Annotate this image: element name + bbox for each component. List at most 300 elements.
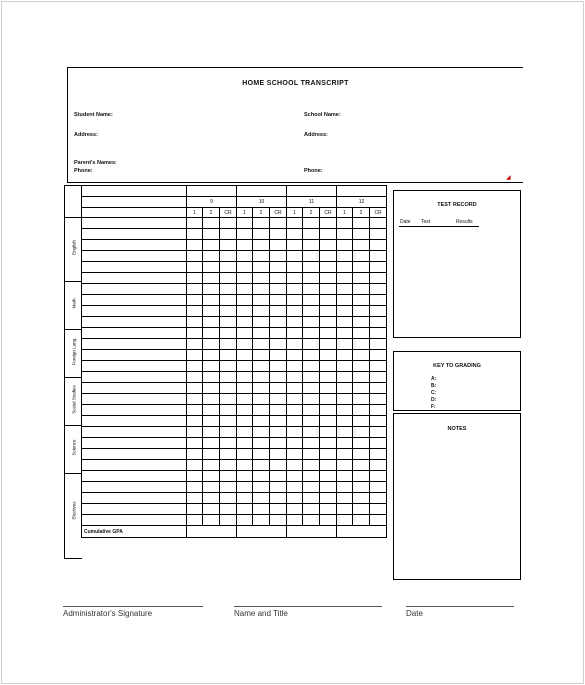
- grade-cell[interactable]: [320, 405, 337, 416]
- grade-cell[interactable]: [270, 317, 287, 328]
- course-cell[interactable]: [82, 262, 187, 273]
- grade-cell[interactable]: [303, 317, 320, 328]
- grade-cell[interactable]: [337, 229, 353, 240]
- course-cell[interactable]: [82, 218, 187, 229]
- grade-cell[interactable]: [370, 218, 387, 229]
- grade-cell[interactable]: [203, 482, 220, 493]
- grade-cell[interactable]: [287, 240, 303, 251]
- course-cell[interactable]: [82, 482, 187, 493]
- course-cell[interactable]: [82, 427, 187, 438]
- course-cell[interactable]: [82, 339, 187, 350]
- grade-cell[interactable]: [220, 306, 237, 317]
- grade-cell[interactable]: [287, 251, 303, 262]
- grade-cell[interactable]: [253, 262, 270, 273]
- grade-cell[interactable]: [270, 262, 287, 273]
- grade-cell[interactable]: [370, 240, 387, 251]
- course-cell[interactable]: [82, 273, 187, 284]
- grade-cell[interactable]: [253, 295, 270, 306]
- grade-cell[interactable]: [287, 493, 303, 504]
- grade-cell[interactable]: [237, 273, 253, 284]
- grade-cell[interactable]: [237, 383, 253, 394]
- grade-cell[interactable]: [253, 438, 270, 449]
- grade-cell[interactable]: [353, 427, 370, 438]
- grade-cell[interactable]: [353, 339, 370, 350]
- grade-cell[interactable]: [337, 284, 353, 295]
- grade-cell[interactable]: [253, 394, 270, 405]
- grade-cell[interactable]: [220, 262, 237, 273]
- grade-cell[interactable]: [220, 471, 237, 482]
- grade-cell[interactable]: [270, 471, 287, 482]
- grade-cell[interactable]: [370, 372, 387, 383]
- grade-cell[interactable]: [287, 339, 303, 350]
- grade-cell[interactable]: [303, 515, 320, 526]
- grade-cell[interactable]: [287, 416, 303, 427]
- grade-cell[interactable]: [270, 306, 287, 317]
- grade-cell[interactable]: [303, 405, 320, 416]
- grade-cell[interactable]: [370, 471, 387, 482]
- grade-cell[interactable]: [353, 262, 370, 273]
- course-cell[interactable]: [82, 515, 187, 526]
- grade-cell[interactable]: [253, 339, 270, 350]
- grade-cell[interactable]: [237, 482, 253, 493]
- grade-cell[interactable]: [203, 328, 220, 339]
- grade-cell[interactable]: [303, 460, 320, 471]
- course-cell[interactable]: [82, 460, 187, 471]
- grade-cell[interactable]: [187, 383, 203, 394]
- grade-cell[interactable]: [237, 251, 253, 262]
- grade-cell[interactable]: [253, 284, 270, 295]
- grade-cell[interactable]: [187, 317, 203, 328]
- grade-cell[interactable]: [203, 262, 220, 273]
- grade-cell[interactable]: [287, 504, 303, 515]
- grade-cell[interactable]: [303, 471, 320, 482]
- course-cell[interactable]: [82, 317, 187, 328]
- grade-cell[interactable]: [220, 350, 237, 361]
- grade-cell[interactable]: [187, 405, 203, 416]
- grade-cell[interactable]: [303, 504, 320, 515]
- course-cell[interactable]: [82, 394, 187, 405]
- grade-cell[interactable]: [320, 449, 337, 460]
- grade-cell[interactable]: [187, 361, 203, 372]
- grade-cell[interactable]: [187, 438, 203, 449]
- grade-cell[interactable]: [303, 262, 320, 273]
- grade-cell[interactable]: [287, 482, 303, 493]
- grade-cell[interactable]: [270, 460, 287, 471]
- grade-cell[interactable]: [337, 295, 353, 306]
- grade-cell[interactable]: [270, 361, 287, 372]
- course-cell[interactable]: [82, 383, 187, 394]
- grade-cell[interactable]: [253, 229, 270, 240]
- grade-cell[interactable]: [220, 284, 237, 295]
- grade-cell[interactable]: [253, 493, 270, 504]
- course-cell[interactable]: [82, 361, 187, 372]
- grade-cell[interactable]: [370, 460, 387, 471]
- grade-cell[interactable]: [370, 394, 387, 405]
- grade-cell[interactable]: [253, 471, 270, 482]
- grade-cell[interactable]: [270, 229, 287, 240]
- grade-cell[interactable]: [270, 449, 287, 460]
- grade-cell[interactable]: [203, 383, 220, 394]
- course-cell[interactable]: [82, 438, 187, 449]
- grade-cell[interactable]: [337, 218, 353, 229]
- grade-cell[interactable]: [320, 515, 337, 526]
- grade-cell[interactable]: [220, 493, 237, 504]
- grade-cell[interactable]: [253, 482, 270, 493]
- grade-cell[interactable]: [287, 460, 303, 471]
- grade-cell[interactable]: [270, 339, 287, 350]
- grade-cell[interactable]: [253, 449, 270, 460]
- course-cell[interactable]: [82, 471, 187, 482]
- grade-cell[interactable]: [270, 218, 287, 229]
- grade-cell[interactable]: [303, 229, 320, 240]
- grade-cell[interactable]: [370, 405, 387, 416]
- grade-cell[interactable]: [353, 405, 370, 416]
- grade-cell[interactable]: [337, 328, 353, 339]
- grade-cell[interactable]: [287, 372, 303, 383]
- grade-cell[interactable]: [187, 449, 203, 460]
- grade-cell[interactable]: [353, 229, 370, 240]
- grade-cell[interactable]: [220, 251, 237, 262]
- grade-cell[interactable]: [320, 372, 337, 383]
- grade-cell[interactable]: [370, 438, 387, 449]
- grade-cell[interactable]: [237, 471, 253, 482]
- grade-cell[interactable]: [220, 416, 237, 427]
- grade-cell[interactable]: [237, 317, 253, 328]
- grade-cell[interactable]: [370, 339, 387, 350]
- course-cell[interactable]: [82, 229, 187, 240]
- grade-cell[interactable]: [287, 405, 303, 416]
- grade-cell[interactable]: [337, 350, 353, 361]
- grade-cell[interactable]: [353, 482, 370, 493]
- grade-cell[interactable]: [237, 284, 253, 295]
- grade-cell[interactable]: [320, 240, 337, 251]
- grade-cell[interactable]: [370, 515, 387, 526]
- grade-cell[interactable]: [370, 350, 387, 361]
- grade-cell[interactable]: [320, 306, 337, 317]
- grade-cell[interactable]: [237, 339, 253, 350]
- grade-cell[interactable]: [370, 427, 387, 438]
- grade-cell[interactable]: [353, 284, 370, 295]
- grade-cell[interactable]: [303, 295, 320, 306]
- grade-cell[interactable]: [237, 306, 253, 317]
- grade-cell[interactable]: [270, 405, 287, 416]
- grade-cell[interactable]: [287, 383, 303, 394]
- grade-cell[interactable]: [187, 515, 203, 526]
- grade-cell[interactable]: [287, 471, 303, 482]
- grade-cell[interactable]: [270, 515, 287, 526]
- grade-cell[interactable]: [303, 251, 320, 262]
- grade-cell[interactable]: [320, 218, 337, 229]
- grade-cell[interactable]: [353, 493, 370, 504]
- grade-cell[interactable]: [253, 504, 270, 515]
- grade-cell[interactable]: [370, 416, 387, 427]
- grade-cell[interactable]: [220, 515, 237, 526]
- grade-cell[interactable]: [220, 438, 237, 449]
- grade-cell[interactable]: [187, 350, 203, 361]
- grade-cell[interactable]: [303, 416, 320, 427]
- grade-cell[interactable]: [220, 383, 237, 394]
- grade-cell[interactable]: [237, 328, 253, 339]
- grade-cell[interactable]: [370, 284, 387, 295]
- course-cell[interactable]: [82, 504, 187, 515]
- grade-cell[interactable]: [320, 339, 337, 350]
- grade-cell[interactable]: [353, 449, 370, 460]
- grade-cell[interactable]: [187, 482, 203, 493]
- grade-cell[interactable]: [220, 317, 237, 328]
- grade-cell[interactable]: [253, 372, 270, 383]
- grade-cell[interactable]: [203, 394, 220, 405]
- grade-cell[interactable]: [320, 273, 337, 284]
- grade-cell[interactable]: [203, 361, 220, 372]
- grade-cell[interactable]: [303, 350, 320, 361]
- grade-cell[interactable]: [203, 460, 220, 471]
- grade-cell[interactable]: [320, 460, 337, 471]
- grade-cell[interactable]: [237, 240, 253, 251]
- course-cell[interactable]: [82, 416, 187, 427]
- grade-cell[interactable]: [370, 504, 387, 515]
- grade-cell[interactable]: [303, 361, 320, 372]
- course-cell[interactable]: [82, 493, 187, 504]
- grade-cell[interactable]: [287, 328, 303, 339]
- grade-cell[interactable]: [220, 405, 237, 416]
- grade-cell[interactable]: [203, 240, 220, 251]
- grade-cell[interactable]: [337, 405, 353, 416]
- grade-cell[interactable]: [303, 427, 320, 438]
- grade-cell[interactable]: [253, 328, 270, 339]
- grade-cell[interactable]: [287, 273, 303, 284]
- course-cell[interactable]: [82, 350, 187, 361]
- grade-cell[interactable]: [270, 438, 287, 449]
- grade-cell[interactable]: [253, 240, 270, 251]
- grade-cell[interactable]: [303, 328, 320, 339]
- course-cell[interactable]: [82, 251, 187, 262]
- grade-cell[interactable]: [370, 328, 387, 339]
- grade-cell[interactable]: [303, 383, 320, 394]
- grade-cell[interactable]: [320, 295, 337, 306]
- grade-cell[interactable]: [370, 229, 387, 240]
- grade-cell[interactable]: [203, 493, 220, 504]
- grade-cell[interactable]: [353, 328, 370, 339]
- grade-cell[interactable]: [303, 339, 320, 350]
- grade-cell[interactable]: [187, 229, 203, 240]
- grade-cell[interactable]: [303, 493, 320, 504]
- grade-cell[interactable]: [287, 394, 303, 405]
- grade-cell[interactable]: [203, 427, 220, 438]
- grade-cell[interactable]: [353, 317, 370, 328]
- gpa-cell-9[interactable]: [187, 526, 237, 538]
- grade-cell[interactable]: [370, 295, 387, 306]
- grade-cell[interactable]: [220, 273, 237, 284]
- grade-cell[interactable]: [220, 328, 237, 339]
- grade-cell[interactable]: [370, 251, 387, 262]
- grade-cell[interactable]: [320, 251, 337, 262]
- grade-cell[interactable]: [253, 273, 270, 284]
- grade-cell[interactable]: [337, 460, 353, 471]
- grade-cell[interactable]: [353, 251, 370, 262]
- grade-cell[interactable]: [270, 350, 287, 361]
- grade-cell[interactable]: [187, 504, 203, 515]
- grade-cell[interactable]: [287, 515, 303, 526]
- grade-cell[interactable]: [220, 427, 237, 438]
- grade-cell[interactable]: [187, 394, 203, 405]
- grade-cell[interactable]: [253, 218, 270, 229]
- grade-cell[interactable]: [237, 460, 253, 471]
- grade-cell[interactable]: [187, 306, 203, 317]
- grade-cell[interactable]: [320, 482, 337, 493]
- grade-cell[interactable]: [353, 372, 370, 383]
- grade-cell[interactable]: [220, 361, 237, 372]
- grade-cell[interactable]: [353, 383, 370, 394]
- grade-cell[interactable]: [187, 273, 203, 284]
- grade-cell[interactable]: [353, 361, 370, 372]
- grade-cell[interactable]: [187, 262, 203, 273]
- grade-cell[interactable]: [220, 460, 237, 471]
- grade-cell[interactable]: [337, 471, 353, 482]
- grade-cell[interactable]: [270, 328, 287, 339]
- grade-cell[interactable]: [320, 328, 337, 339]
- grade-cell[interactable]: [270, 284, 287, 295]
- grade-cell[interactable]: [287, 306, 303, 317]
- grade-cell[interactable]: [270, 383, 287, 394]
- grade-cell[interactable]: [203, 515, 220, 526]
- grade-cell[interactable]: [353, 471, 370, 482]
- grade-cell[interactable]: [220, 394, 237, 405]
- grade-cell[interactable]: [337, 416, 353, 427]
- grade-cell[interactable]: [287, 361, 303, 372]
- grade-cell[interactable]: [303, 449, 320, 460]
- grade-cell[interactable]: [370, 449, 387, 460]
- grade-cell[interactable]: [203, 449, 220, 460]
- grade-cell[interactable]: [353, 306, 370, 317]
- grade-cell[interactable]: [187, 339, 203, 350]
- grade-cell[interactable]: [353, 460, 370, 471]
- grade-cell[interactable]: [353, 350, 370, 361]
- grade-cell[interactable]: [270, 394, 287, 405]
- gpa-cell-12[interactable]: [337, 526, 387, 538]
- grade-cell[interactable]: [370, 306, 387, 317]
- grade-cell[interactable]: [187, 471, 203, 482]
- grade-cell[interactable]: [353, 416, 370, 427]
- grade-cell[interactable]: [287, 438, 303, 449]
- grade-cell[interactable]: [353, 394, 370, 405]
- grade-cell[interactable]: [270, 504, 287, 515]
- grade-cell[interactable]: [353, 504, 370, 515]
- grade-cell[interactable]: [337, 240, 353, 251]
- grade-cell[interactable]: [370, 273, 387, 284]
- grade-cell[interactable]: [270, 295, 287, 306]
- course-cell[interactable]: [82, 306, 187, 317]
- gpa-cell-11[interactable]: [287, 526, 337, 538]
- grade-cell[interactable]: [187, 460, 203, 471]
- grade-cell[interactable]: [303, 284, 320, 295]
- grade-cell[interactable]: [237, 394, 253, 405]
- grade-cell[interactable]: [253, 251, 270, 262]
- grade-cell[interactable]: [237, 218, 253, 229]
- grade-cell[interactable]: [237, 262, 253, 273]
- grade-cell[interactable]: [187, 284, 203, 295]
- grade-cell[interactable]: [187, 240, 203, 251]
- grade-cell[interactable]: [337, 306, 353, 317]
- grade-cell[interactable]: [320, 438, 337, 449]
- grade-cell[interactable]: [353, 515, 370, 526]
- grade-cell[interactable]: [320, 350, 337, 361]
- grade-cell[interactable]: [320, 504, 337, 515]
- grade-cell[interactable]: [370, 317, 387, 328]
- grade-cell[interactable]: [370, 262, 387, 273]
- grade-cell[interactable]: [237, 427, 253, 438]
- grade-cell[interactable]: [320, 284, 337, 295]
- grade-cell[interactable]: [253, 460, 270, 471]
- grade-cell[interactable]: [220, 449, 237, 460]
- grade-cell[interactable]: [237, 372, 253, 383]
- grade-cell[interactable]: [203, 471, 220, 482]
- grade-cell[interactable]: [237, 416, 253, 427]
- grade-cell[interactable]: [337, 383, 353, 394]
- grade-cell[interactable]: [203, 273, 220, 284]
- course-cell[interactable]: [82, 405, 187, 416]
- course-cell[interactable]: [82, 372, 187, 383]
- grade-cell[interactable]: [270, 482, 287, 493]
- course-cell[interactable]: [82, 284, 187, 295]
- grade-cell[interactable]: [203, 218, 220, 229]
- grade-cell[interactable]: [237, 515, 253, 526]
- course-cell[interactable]: [82, 240, 187, 251]
- grade-cell[interactable]: [187, 493, 203, 504]
- grade-cell[interactable]: [253, 350, 270, 361]
- grade-cell[interactable]: [337, 394, 353, 405]
- grade-cell[interactable]: [337, 504, 353, 515]
- grade-cell[interactable]: [270, 416, 287, 427]
- grade-cell[interactable]: [237, 405, 253, 416]
- grade-cell[interactable]: [337, 493, 353, 504]
- grade-cell[interactable]: [337, 372, 353, 383]
- grade-cell[interactable]: [187, 251, 203, 262]
- grade-cell[interactable]: [287, 284, 303, 295]
- grade-cell[interactable]: [203, 372, 220, 383]
- grade-cell[interactable]: [287, 449, 303, 460]
- grade-cell[interactable]: [320, 416, 337, 427]
- grade-cell[interactable]: [303, 438, 320, 449]
- grade-cell[interactable]: [303, 273, 320, 284]
- grade-cell[interactable]: [287, 317, 303, 328]
- grade-cell[interactable]: [237, 361, 253, 372]
- grade-cell[interactable]: [220, 482, 237, 493]
- grade-cell[interactable]: [187, 416, 203, 427]
- grade-cell[interactable]: [320, 361, 337, 372]
- grade-cell[interactable]: [287, 229, 303, 240]
- grade-cell[interactable]: [237, 350, 253, 361]
- grade-cell[interactable]: [220, 218, 237, 229]
- grade-cell[interactable]: [337, 427, 353, 438]
- grade-cell[interactable]: [287, 427, 303, 438]
- grade-cell[interactable]: [270, 240, 287, 251]
- grade-cell[interactable]: [303, 372, 320, 383]
- grade-cell[interactable]: [187, 295, 203, 306]
- grade-cell[interactable]: [337, 317, 353, 328]
- grade-cell[interactable]: [203, 416, 220, 427]
- grade-cell[interactable]: [203, 339, 220, 350]
- grade-cell[interactable]: [220, 229, 237, 240]
- grade-cell[interactable]: [253, 306, 270, 317]
- grade-cell[interactable]: [270, 372, 287, 383]
- grade-cell[interactable]: [220, 295, 237, 306]
- grade-cell[interactable]: [370, 493, 387, 504]
- grade-cell[interactable]: [337, 515, 353, 526]
- grade-cell[interactable]: [337, 449, 353, 460]
- grade-cell[interactable]: [270, 427, 287, 438]
- grade-cell[interactable]: [253, 416, 270, 427]
- grade-cell[interactable]: [287, 295, 303, 306]
